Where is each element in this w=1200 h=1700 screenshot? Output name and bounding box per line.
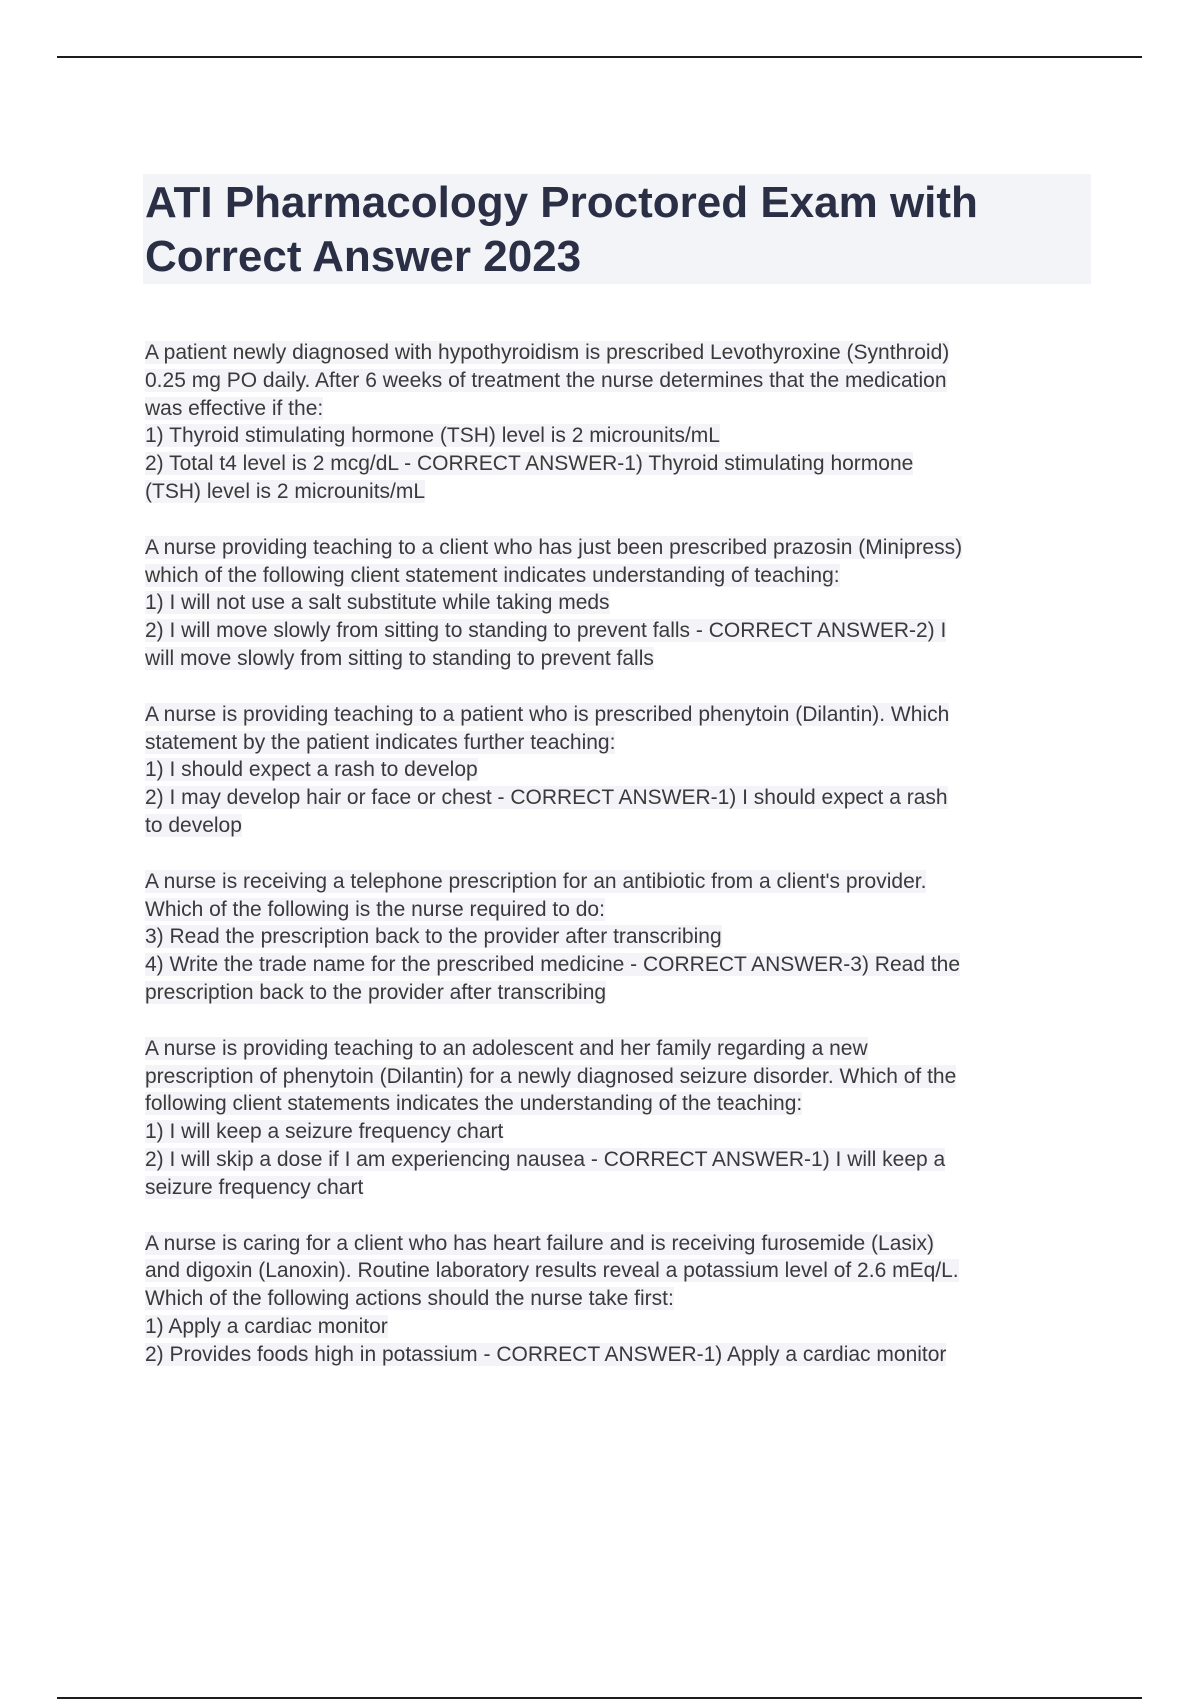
title-line: ATI Pharmacology Proctored Exam with xyxy=(145,178,978,227)
text-line: Which of the following actions should the nurse take first: xyxy=(145,1287,674,1311)
text-line: prescription of phenytoin (Dilantin) for a newly diagnosed seizure disorder. Which of the xyxy=(145,1064,957,1088)
text-line: statement by the patient indicates further teaching: xyxy=(145,730,616,754)
title-block xyxy=(143,174,1091,284)
question-block xyxy=(145,534,1105,673)
text-line: and digoxin (Lanoxin). Routine laboratory results reveal a potassium level of 2.6 mEq/L. xyxy=(145,1259,959,1283)
answer-line: 2) I will move slowly from sitting to standing to prevent falls - CORRECT ANSWER-2) I xyxy=(145,619,947,643)
text-line: A patient newly diagnosed with hypothyroidism is prescribed Levothyroxine (Synthroid) xyxy=(145,341,950,364)
answer-line: (TSH) level is 2 microunits/mL xyxy=(145,479,426,503)
answer-line: will move slowly from sitting to standing to prevent falls xyxy=(145,646,654,670)
option-line: 1) Apply a cardiac monitor xyxy=(145,1314,388,1338)
answer-line: 2) Provides foods high in potassium - CORRECT ANSWER-1) Apply a cardiac monitor xyxy=(145,1342,947,1366)
question-block xyxy=(145,1230,1105,1369)
text-line: A nurse is providing teaching to a patient who is prescribed phenytoin (Dilantin). Which xyxy=(145,702,950,726)
question-block xyxy=(145,1035,1105,1202)
option-line: 1) Thyroid stimulating hormone (TSH) level is 2 microunits/mL xyxy=(145,424,720,448)
text-line: A nurse is caring for a client who has heart failure and is receiving furosemide (Lasix) xyxy=(145,1231,935,1255)
text-line: A nurse providing teaching to a client who has just been prescribed prazosin (Minipress) xyxy=(145,535,963,559)
text-line: Which of the following is the nurse required to do: xyxy=(145,897,605,921)
bottom-divider xyxy=(57,1697,1142,1699)
text-line: 0.25 mg PO daily. After 6 weeks of treatment the nurse determines that the medication xyxy=(145,368,947,392)
answer-line: prescription back to the provider after transcribing xyxy=(145,980,607,1004)
option-line: 1) I will not use a salt substitute while taking meds xyxy=(145,591,610,615)
answer-line: 2) I will skip a dose if I am experiencing nausea - CORRECT ANSWER-1) I will keep a xyxy=(145,1147,946,1171)
option-line: 1) I should expect a rash to develop xyxy=(145,758,478,782)
top-divider xyxy=(57,56,1142,58)
title-line: Correct Answer 2023 xyxy=(145,232,582,281)
question-block xyxy=(145,868,1105,1007)
answer-line: 4) Write the trade name for the prescribed medicine - CORRECT ANSWER-3) Read the xyxy=(145,953,961,977)
text-line: A nurse is receiving a telephone prescription for an antibiotic from a client's provider. xyxy=(145,869,927,893)
text-line: which of the following client statement indicates understanding of teaching: xyxy=(145,563,840,587)
answer-line: to develop xyxy=(145,813,242,837)
option-line: 3) Read the prescription back to the provider after transcribing xyxy=(145,925,722,949)
answer-line: 2) Total t4 level is 2 mcg/dL - CORRECT ANSWER-1) Thyroid stimulating hormone xyxy=(145,452,914,476)
answer-line: seizure frequency chart xyxy=(145,1175,364,1199)
document-body xyxy=(145,339,1105,1397)
text-line: A nurse is providing teaching to an adolescent and her family regarding a new xyxy=(145,1036,868,1060)
question-block xyxy=(145,339,1105,506)
answer-line: 2) I may develop hair or face or chest - CORRECT ANSWER-1) I should expect a rash xyxy=(145,786,948,810)
question-block xyxy=(145,701,1105,840)
document-title xyxy=(143,176,1091,284)
option-line: 1) I will keep a seizure frequency chart xyxy=(145,1120,504,1144)
text-line: was effective if the: xyxy=(145,396,324,420)
text-line: following client statements indicates the understanding of the teaching: xyxy=(145,1092,803,1116)
